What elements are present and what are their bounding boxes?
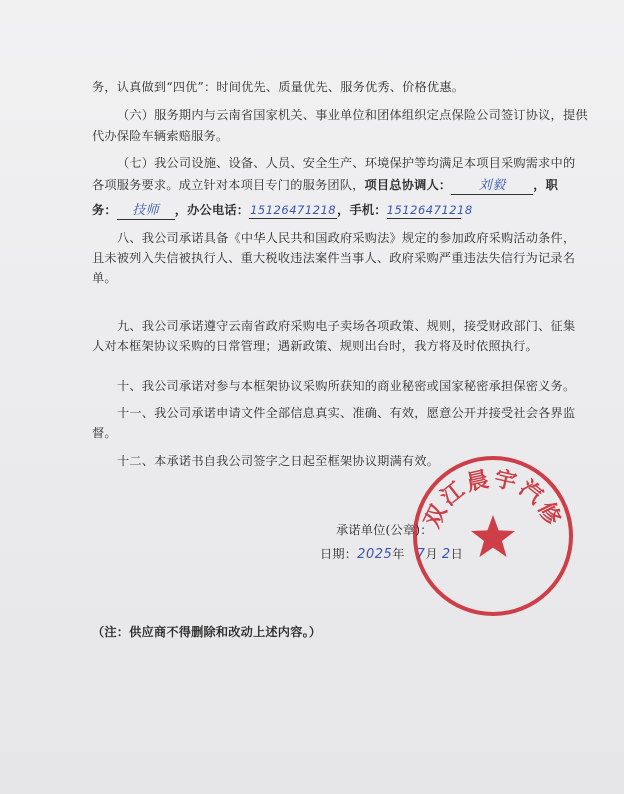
paragraph-line: 人对本框架协议采购的日常管理；遇新政策、规则出台时，我方将及时依照执行。 <box>92 339 538 353</box>
paragraph-line: （六）服务期内与云南省国家机关、事业单位和团体组织定点保险公司签订协议，提供 <box>117 108 588 122</box>
text-segment: ，职 <box>533 178 559 192</box>
paragraph-line: 单。 <box>92 271 117 285</box>
seal-star-icon <box>471 515 515 557</box>
mobile-label: ，手机： <box>337 203 387 217</box>
coordinator-signature: 刘毅 <box>478 178 506 193</box>
mobile-field <box>386 202 473 219</box>
company-seal <box>410 453 576 619</box>
paragraph-line <box>92 202 473 220</box>
position-field <box>117 202 175 220</box>
paragraph-line: 八、我公司承诺具备《中华人民共和国政府采购法》规定的参加政府采购活动条件， <box>117 231 576 245</box>
paragraph-line: 十一、我公司承诺申请文件全部信息真实、准确、有效，愿意公开并接受社会各界监 <box>117 406 576 420</box>
date-day-suffix: 日 <box>450 547 463 561</box>
paragraph-line <box>92 177 558 195</box>
office-phone-handwriting: 15126471218 <box>250 203 337 217</box>
date-label: 日期： <box>320 547 358 561</box>
paragraph-line: （七）我公司设施、设备、人员、安全生产、环境保护等均满足本项目采购需求中的 <box>117 156 576 170</box>
paragraph-line: 代办保险车辆索赔服务。 <box>92 129 229 143</box>
paragraph-line: 十、我公司承诺对参与本框架协议采购所获知的商业秘密或国家秘密承担保密义务。 <box>117 379 576 393</box>
mobile-handwriting: 15126471218 <box>386 203 473 217</box>
date-month: 7 <box>416 547 426 562</box>
office-phone-field <box>249 202 337 219</box>
date-year: 2025 <box>357 547 393 562</box>
date-line <box>320 546 463 563</box>
coordinator-field <box>451 177 533 195</box>
paragraph-line: 九、我公司承诺遵守云南省政府采购电子卖场各项政策、规则，接受财政部门、征集 <box>117 319 576 333</box>
paragraph-line: 督。 <box>92 426 117 440</box>
paragraph-line: 且未被列入失信被执行人、重大税收违法案件当事人、政府采购严重违法失信行为记录名 <box>92 251 576 265</box>
paragraph-line: 务，认真做到“四优”：时间优先、质量优先、服务优秀、价格优惠。 <box>92 80 465 94</box>
date-day: 2 <box>441 547 451 562</box>
date-month-suffix: 月 <box>425 547 438 561</box>
text-segment: 各项服务要求。成立针对本项目专门的服务团队， <box>92 178 365 192</box>
seal-text: 双江晨宇汽修 <box>420 466 566 532</box>
footnote: （注：供应商不得删除和改动上述内容。） <box>92 625 322 639</box>
sign-unit-label: 承诺单位(公章)： <box>336 523 433 537</box>
coordinator-label: 项目总协调人： <box>364 178 452 192</box>
paragraph-line: 十二、本承诺书自我公司签字之日起至框架协议期满有效。 <box>117 454 440 468</box>
position-handwriting: 技师 <box>132 203 160 218</box>
office-phone-label: ，办公电话： <box>174 203 250 217</box>
date-year-suffix: 年 <box>392 547 405 561</box>
position-label: 务： <box>92 203 117 217</box>
